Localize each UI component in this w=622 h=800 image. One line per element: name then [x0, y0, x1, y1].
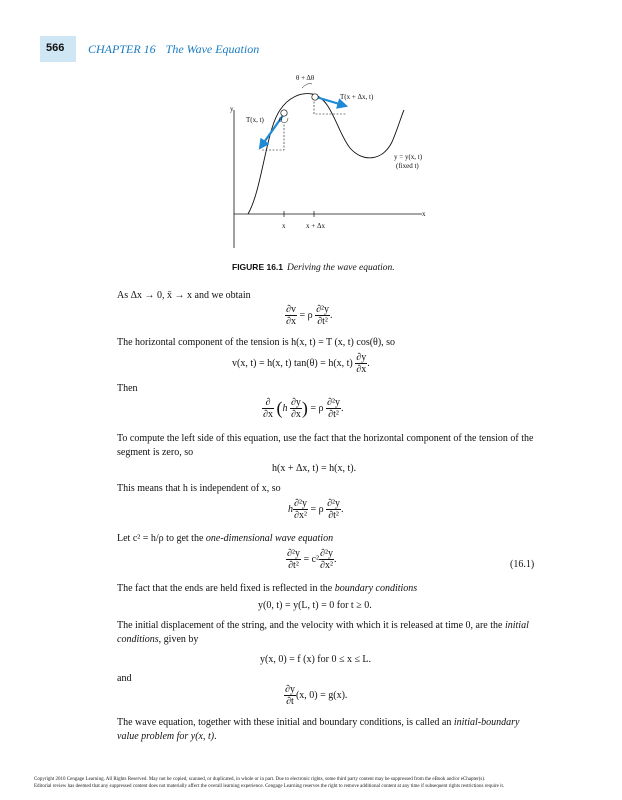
eq3-open: ( [276, 398, 283, 418]
equation-8: y(x, 0) = f (x) for 0 ≤ x ≤ L. [260, 654, 372, 665]
paragraph-9: and [117, 673, 132, 684]
copyright-footer [34, 776, 594, 790]
label-tick-x: x [282, 222, 286, 230]
caption-number: FIGURE 16.1 [232, 262, 284, 272]
eq3-end: . [341, 402, 344, 414]
equation-7: y(0, t) = y(L, t) = 0 for t ≥ 0. [258, 600, 372, 611]
eq3-close: ) [301, 398, 308, 418]
label-fixed-t: (fixed t) [396, 162, 419, 170]
eq9-num: ∂y [285, 684, 295, 695]
paragraph-1: As Δx → 0, x̄ → x and we obtain [117, 290, 251, 301]
eq2-end: . [367, 357, 370, 369]
equation-1 [285, 304, 333, 327]
label-theta-plus: θ + Δθ [296, 74, 315, 82]
p6-text: Let c² = h/ρ to get the [117, 533, 206, 544]
label-y-axis: y [230, 105, 234, 113]
equation-9 [284, 684, 347, 707]
label-theta: θ [279, 116, 283, 124]
p10-term: initial-boundary value problem for y(x, t) [117, 717, 520, 742]
eq3-in-num: ∂y [290, 397, 301, 408]
equation-2 [232, 352, 370, 375]
eq3-mid: = ρ [310, 402, 324, 414]
eq6-mid: = c² [303, 553, 320, 565]
point-right [312, 94, 318, 100]
wave-figure [222, 70, 432, 260]
eq1-end: . [330, 309, 333, 321]
label-tick-xdx: x + Δx [306, 222, 325, 230]
eq3-d-num: ∂ [262, 397, 274, 409]
angle-arc-right [302, 84, 312, 89]
paragraph-5: This means that h is independent of x, so [117, 483, 281, 494]
equation-3 [262, 397, 344, 420]
eq3-h: h [282, 402, 288, 414]
eq3-d [262, 397, 274, 420]
eq5-rhs [326, 498, 341, 521]
eq5-rhs-den: ∂t² [328, 510, 339, 521]
eq1-lhs-num: ∂v [286, 304, 296, 315]
eq3-rhs [326, 397, 341, 420]
eq9-rest: (x, 0) = g(x). [295, 689, 348, 701]
caption-text: Deriving the wave equation. [287, 263, 395, 273]
paragraph-2: The horizontal component of the tension is h(x, t) = T (x, t) cos(θ), so [117, 337, 396, 348]
eq5-rhs-num: ∂²y [327, 498, 341, 509]
label-tension-left: T(x, t) [246, 116, 264, 124]
eq2-lhs: v(x, t) = h(x, t) tan(θ) = h(x, t) [232, 357, 353, 369]
paragraph-7 [117, 582, 537, 596]
eq2-den: ∂x [356, 364, 367, 375]
eq1-rhs [315, 304, 330, 327]
eq3-d-den: ∂x [263, 409, 273, 420]
eq9-frac [284, 684, 296, 707]
eq6-lhs-den: ∂t² [288, 560, 299, 571]
paragraph-3: Then [117, 383, 138, 394]
eq1-rhs-den: ∂t² [317, 316, 328, 327]
eq6-rhs-num: ∂²y [320, 548, 333, 559]
paragraph-6 [117, 532, 537, 546]
p10-text: The wave equation, together with these initial and boundary conditions, is called an [117, 717, 454, 728]
equation-5 [288, 498, 344, 521]
eq5-lhs-num: ∂²y [294, 498, 307, 509]
eq3-rhs-num: ∂²y [327, 397, 340, 408]
eq5-h: h [288, 503, 293, 515]
p8-term: initial conditions [117, 620, 529, 645]
p6-term: one-dimensional wave equation [205, 533, 334, 544]
eq9-den: ∂t [286, 696, 294, 707]
page-number: 566 [46, 42, 65, 54]
paragraph-4: To compute the left side of this equation, use the fact that the horizontal component of the tension of the segment is zero, so [117, 433, 534, 458]
p7-text: The fact that the ends are held fixed is reflected in the [117, 583, 335, 594]
equation-4: h(x + Δx, t) = h(x, t). [272, 463, 357, 474]
eq1-lhs-den: ∂x [286, 316, 296, 327]
p7-term: boundary conditions [334, 583, 418, 594]
equation-6 [286, 548, 336, 571]
eq6-rhs-den: ∂x² [320, 560, 333, 571]
footer-line-1: Copyright 2010 Cengage Learning. All Rights Reserved. May not be copied, scanned, or duplicated, in whole or in part. Due to electronic rights, some third party content may be suppressed from the eBook and/or eChapter(s). [34, 777, 486, 782]
eq1-lhs [285, 304, 297, 327]
equation-number: (16.1) [510, 559, 535, 570]
paragraph-8 [117, 619, 537, 647]
eq2-num: ∂y [356, 352, 367, 363]
chapter-heading [88, 42, 269, 57]
eq5-lhs-den: ∂x² [294, 510, 307, 521]
eq3-in [290, 397, 302, 420]
eq6-end: . [333, 553, 337, 565]
eq3-in-den: ∂x [290, 409, 301, 420]
eq5-lhs [293, 498, 308, 521]
eq2-frac [355, 352, 367, 375]
label-curve: y = y(x, t) [394, 153, 423, 161]
eq3-rhs-den: ∂t² [328, 409, 339, 420]
p8-end: , given by [158, 634, 199, 645]
chapter-title: The Wave Equation [165, 42, 260, 56]
angle-arc-left [282, 118, 288, 123]
figure-caption [232, 262, 395, 273]
eq5-end: . [341, 503, 344, 515]
chapter-label: CHAPTER 16 [88, 42, 156, 56]
eq5-mid: = ρ [310, 503, 324, 515]
string-curve [248, 94, 404, 214]
eq1-mid: = ρ [299, 309, 313, 321]
eq6-lhs [286, 548, 301, 571]
p10-end: . [214, 731, 217, 742]
p8-text: The initial displacement of the string, and the velocity with which it is released at time 0, are the [117, 620, 505, 631]
eq1-rhs-num: ∂²y [316, 304, 330, 315]
eq6-rhs [319, 548, 334, 571]
footer-line-2: Editorial review has deemed that any suppressed content does not materially affect the overall learning experience. Cengage Learning reserves the right to remove additional content at any time if subsequent rights restrictions require it. [34, 784, 505, 789]
label-x-axis: x [422, 210, 426, 218]
eq6-lhs-num: ∂²y [287, 548, 300, 559]
label-tension-right: T(x + Δx, t) [340, 93, 374, 101]
paragraph-10 [117, 716, 537, 744]
